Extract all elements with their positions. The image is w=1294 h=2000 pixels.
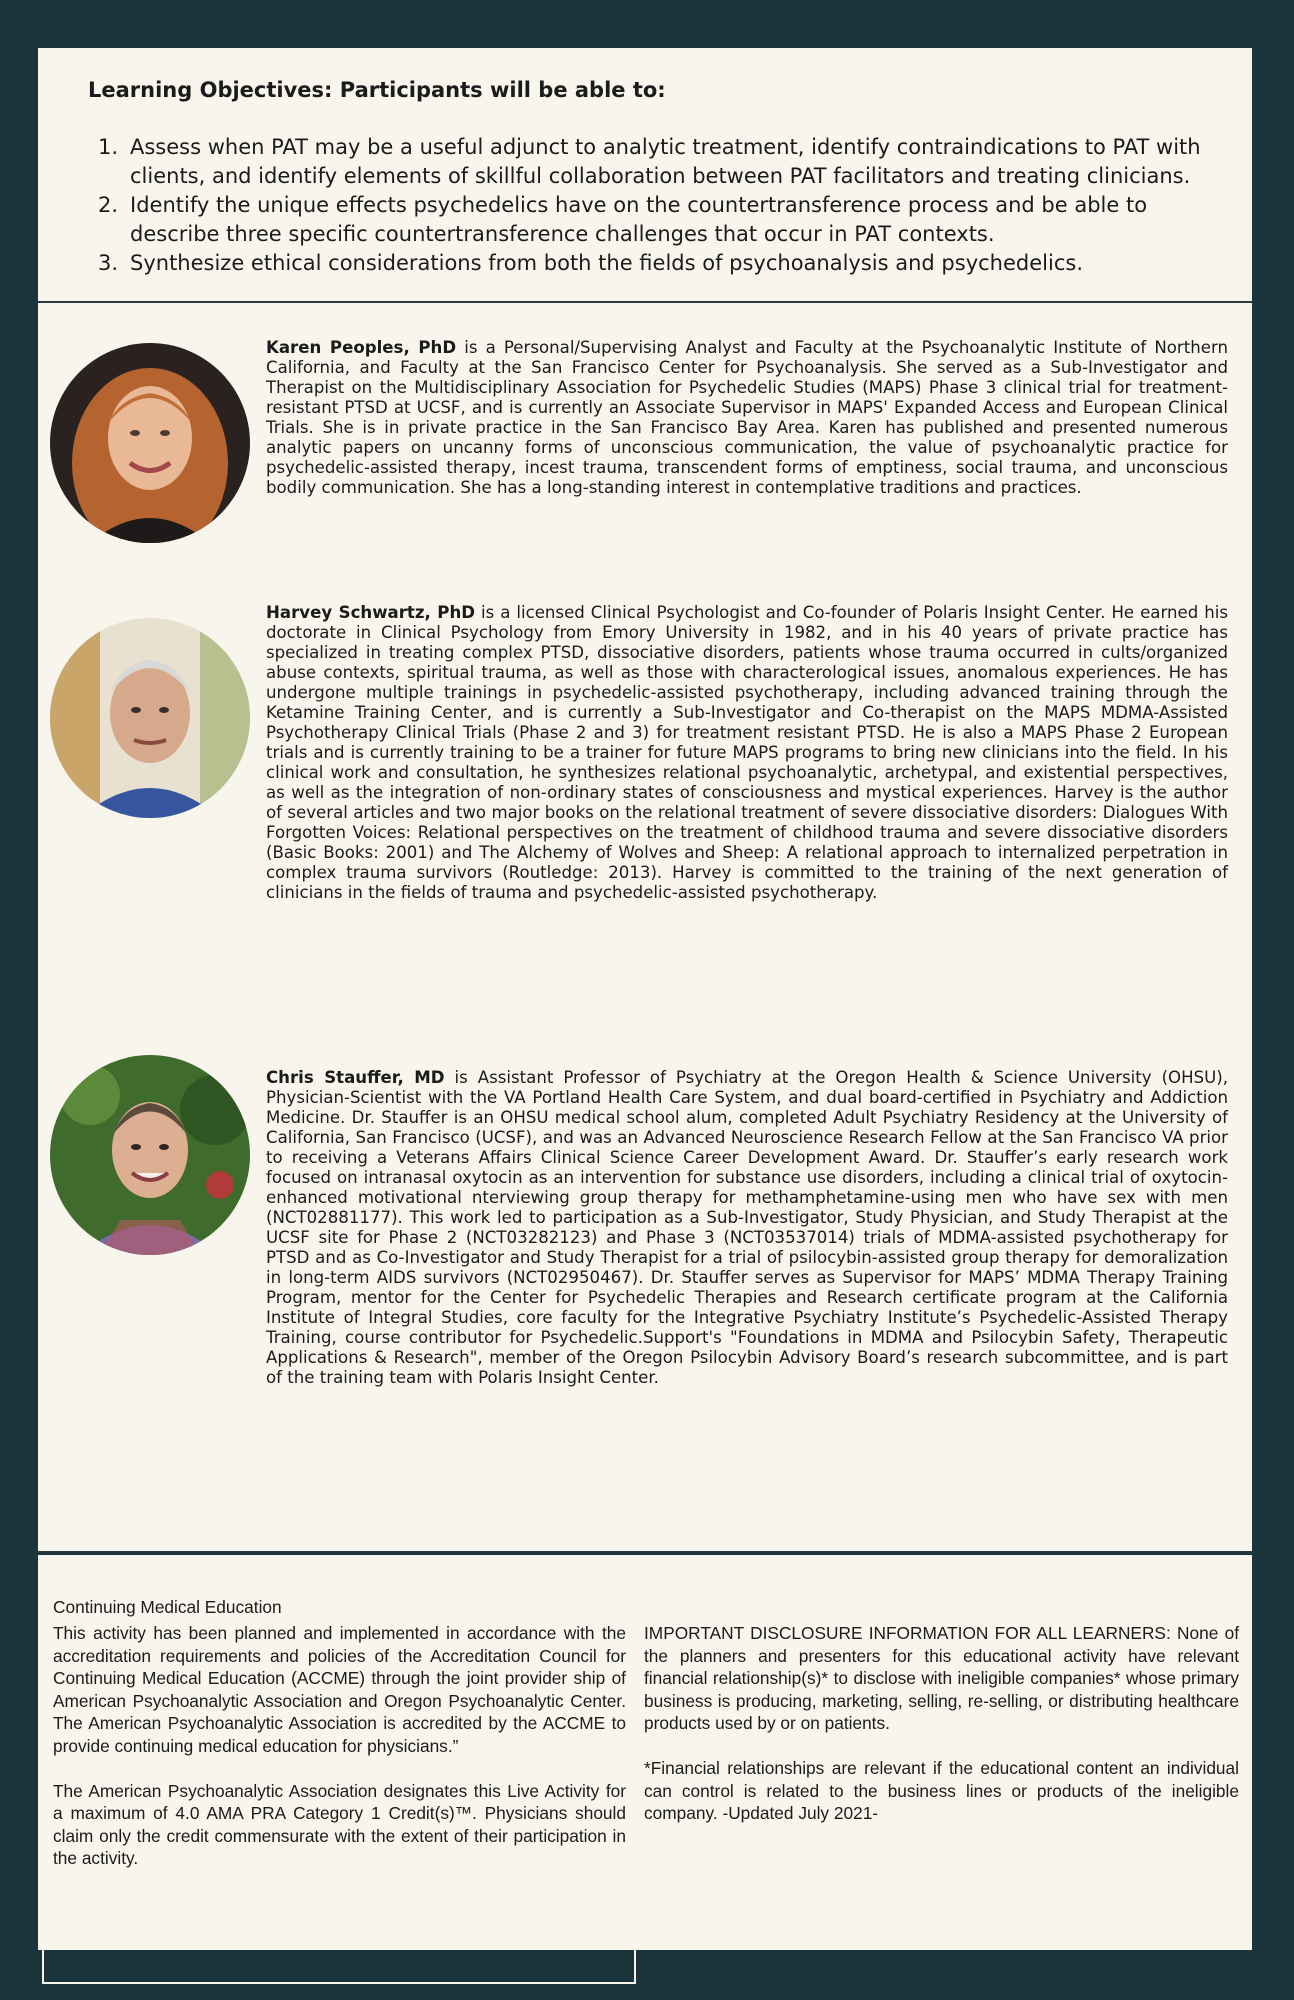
cme-section [38,1555,1252,1950]
objective-item: 1. Assess when PAT may be a useful adjunct to analytic treatment, identify contraindications to PAT with clients, and identify elements of skillful collaboration between PAT facilitators and treating clinicians. [98,135,1201,188]
bio-text-karen: Karen Peoples, PhD is a Personal/Supervising Analyst and Faculty at the Psychoanalytic Institute of Northern California, and Faculty at the San Francisco Center for Psychoanalysis. She served as a Sub-Investigator and Therapist on the Multidisciplinary Association for Psychedelic Studies (MAPS) Phase 3 clinical trial for treatment-resistant PTSD at UCSF, and is currently an Associate Supervisor in MAPS' Expanded Access and European Clinical Trials. She is in private practice in the San Francisco Bay Area. Karen has published and presented numerous analytic papers on uncanny forms of unconscious communication, the value of psychoanalytic practice for psychedelic-assisted therapy, incest trauma, transcendent forms of emptiness, social trauma, and unconscious bodily communication. She has a long-standing interest in contemplative traditions and practices. [266,338,1229,497]
objective-item: 2. Identify the unique effects psychedelics have on the countertransference process and be able to describe three specific countertransference challenges that occur in PAT contexts. [98,193,1148,246]
credit-designation: The American Psychoanalytic Association designates this Live Activity for a maximum of 4.0 AMA PRA Category 1 Credit(s)™. Physicians should claim only the credit commensurate with the extent of their participation in the activity. [53,1780,626,1868]
learning-objectives-section [38,48,1252,303]
karen-peoples-photo [50,343,250,543]
presenter-name: Harvey Schwartz, PhD [266,603,476,622]
bio-text-harvey: Harvey Schwartz, PhD is a licensed Clinical Psychologist and Co-founder of Polaris Insight Center. He earned his doctorate in Clinical Psychology from Emory University in 1982, and in his 40 years of private practice has specialized in treating complex PTSD, dissociative disorders, patients whose trauma occurred in cults/organized abuse contexts, spiritual trauma, as well as those with characterological issues, anomalous experiences. He has undergone multiple trainings in psychedelic-assisted psychotherapy, including advanced training through the Ketamine Training Center, and is currently a Sub-Investigator and Co-therapist on the MAPS MDMA-Assisted Psychotherapy Clinical Trials (Phase 2 and 3) for treatment resistant PTSD. He is also a MAPS Phase 2 European trials and is currently training to be a trainer for future MAPS programs to bring new clinicians into the field. In his clinical work and consultation, he synthesizes relational psychoanalytic, archetypal, and existential perspectives, as well as the integration of non-ordinary states of consciousness and mystical experiences. Harvey is the author of several articles and two major books on the relational treatment of severe dissociative disorders: Dialogues With Forgotten Voices: Relational perspectives on the treatment of childhood trauma and severe dissociative disorders (Basic Books: 2001) and The Alchemy of Wolves and Sheep: A relational approach to internalized perpetration in complex trauma survivors (Routledge: 2013). Harvey is committed to the training of the next generation of clinicians in the fields of trauma and psychedelic-assisted psychotherapy. [266,603,1228,902]
objective-item: 3. Synthesize ethical considerations from both the fields of psychoanalysis and psychedelics. [98,251,1083,275]
harvey-schwartz-photo [50,618,250,818]
bottom-outline-box [42,1948,636,1984]
presenter-name: Chris Stauffer, MD [266,1068,445,1087]
presenter-bios-section [38,303,1252,1553]
bio-text-chris: Chris Stauffer, MD is Assistant Professor of Psychiatry at the Oregon Health & Science University (OHSU), Physician-Scientist with the VA Portland Health Care System, and dual board-certified in Psychiatry and Addiction Medicine. Dr. Stauffer is an OHSU medical school alum, completed Adult Psychiatry Residency at the University of California, San Francisco (UCSF), and was an Advanced Neuroscience Research Fellow at the San Francisco VA prior to receiving a Veterans Affairs Clinical Science Career Development Award. Dr. Stauffer’s early research work focused on intranasal oxytocin as an intervention for substance use disorders, including a clinical trial of oxytocin-enhanced motivational nterviewing group therapy for methamphetamine-using men who have sex with men (NCT02881177). This work led to participation as a Sub-Investigator, Study Physician, and Study Therapist at the UCSF site for Phase 2 (NCT03282123) and Phase 3 (NCT03537014) trials of MDMA-assisted psychotherapy for PTSD and as Co-Investigator and Study Therapist for a trial of psilocybin-assisted group therapy for demoralization in long-term AIDS survivors (NCT02950467). Dr. Stauffer serves as Supervisor for MAPS’ MDMA Therapy Training Program, mentor for the Center for Psychedelic Therapies and Research certificate program at the California Institute of Integral Studies, core faculty for the Integrative Psychiatry Institute’s Psychedelic-Assisted Therapy Training, course contributor for Psychedelic.Support's "Foundations in MDMA and Psilocybin Safety, Therapeutic Applications & Research", member of the Oregon Psilocybin Advisory Board’s research subcommittee, and is part of the training team with Polaris Insight Center. [266,1068,1229,1387]
chris-stauffer-photo [50,1055,250,1255]
cme-disclosure-column [644,1622,1239,1825]
objectives-heading: Learning Objectives: Participants will be able to: [88,78,666,102]
objectives-list [88,133,1238,278]
cme-accreditation-column [53,1622,626,1870]
presenter-name: Karen Peoples, PhD [266,338,457,357]
cme-title: Continuing Medical Education [53,1597,282,1617]
disclosure-statement: IMPORTANT DISCLOSURE INFORMATION FOR ALL LEARNERS: None of the planners and presenters for this educational activity have relevant financial relationship(s)* to disclose with ineligible companies* whose primary business is producing, marketing, selling, re-selling, or distributing healthcare products used by or on patients. [644,1623,1239,1733]
accreditation-statement: This activity has been planned and implemented in accordance with the accreditation requirements and policies of the Accreditation Council for Continuing Medical Education (ACCME) through the joint provider ship of American Psychoanalytic Association and Oregon Psychoanalytic Center. The American Psychoanalytic Association is accredited by the ACCME to provide continuing medical education for physicians.” [53,1623,626,1756]
financial-relationship-note: *Financial relationships are relevant if the educational content an individual can control is related to the business lines or products of the ineligible company. -Updated July 2021- [644,1758,1239,1823]
